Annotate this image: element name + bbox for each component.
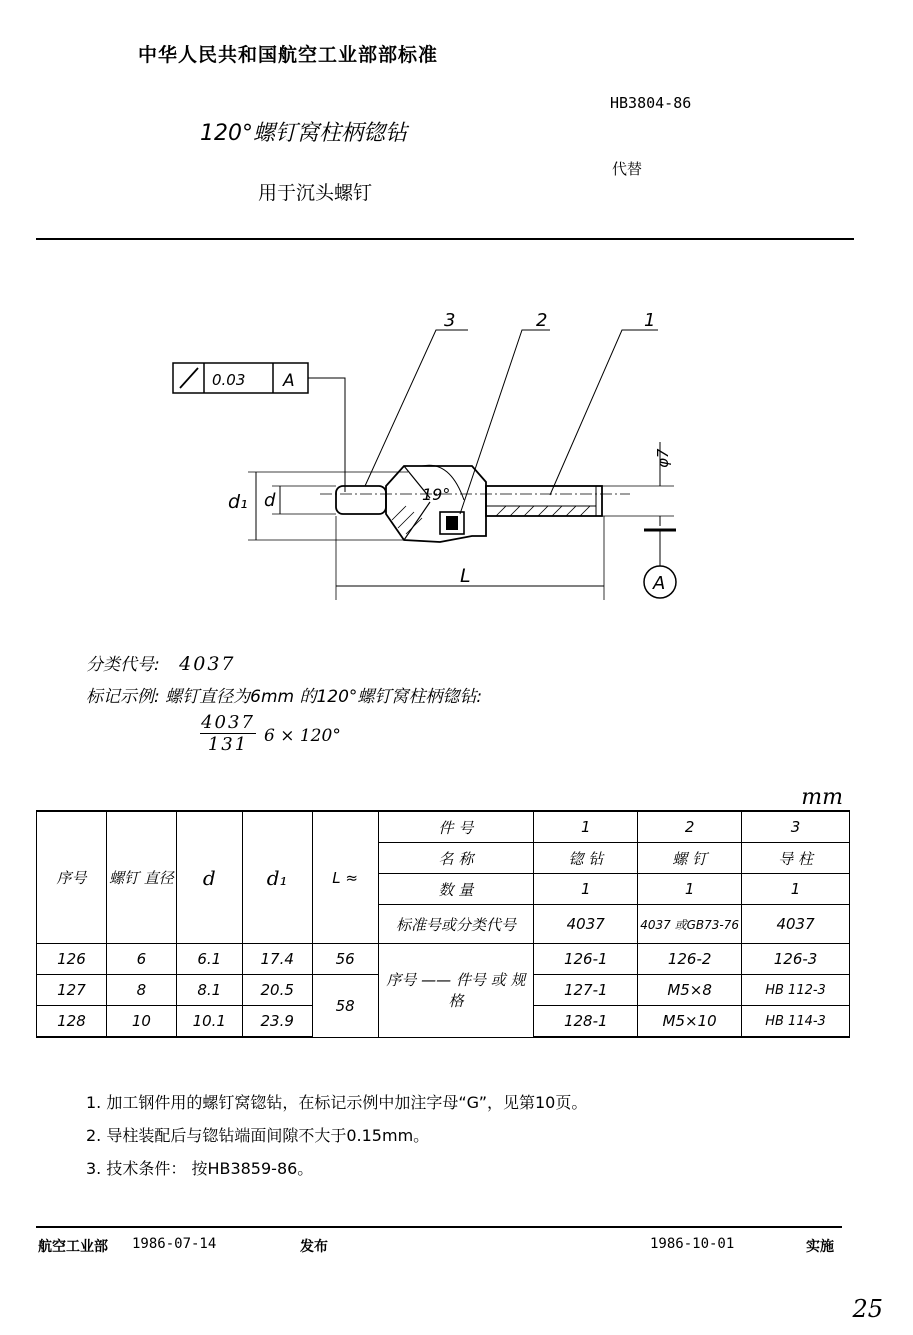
table-row [37, 944, 850, 975]
row-p2: M5×8 [638, 975, 742, 1006]
row-d: 8.1 [176, 975, 242, 1006]
row-d1: 23.9 [242, 1006, 312, 1038]
part-no-2: 2 [638, 811, 742, 843]
row-seq: 126 [37, 944, 107, 975]
callout-2: 2 [536, 310, 548, 331]
row-p2: M5×10 [638, 1006, 742, 1038]
marking-denominator: 131 [207, 734, 249, 755]
class-code-line [86, 650, 236, 675]
row-p3: HB 114-3 [742, 1006, 850, 1038]
angle-label: 19° [422, 485, 451, 504]
note-item: 2. 导柱装配后与锪钻端面间隙不大于0.15mm。 [86, 1126, 430, 1145]
marking-numerator: 4037 [201, 712, 255, 733]
row-L: 56 [312, 944, 378, 975]
header-part-no: 件 号 [378, 811, 534, 843]
header-std: 标准号或分类代号 [378, 905, 534, 944]
part-std-1: 4037 [534, 905, 638, 944]
notes-list [86, 1090, 587, 1189]
standard-number: HB3804-86 [610, 94, 692, 112]
header-divider [36, 238, 854, 240]
row-diam: 10 [106, 1006, 176, 1038]
row-p3: 126-3 [742, 944, 850, 975]
class-code-label: 分类代号: [86, 655, 160, 675]
tolerance-value: 0.03 [212, 371, 246, 389]
tolerance-datum-ref: A [283, 371, 295, 391]
footer-impl-date: 1986-10-01 [650, 1236, 735, 1252]
class-code-value: 4037 [179, 653, 236, 675]
shank-hatch [496, 506, 590, 516]
footer-divider [36, 1226, 842, 1228]
header-d1: d₁ [242, 811, 312, 944]
part-qty-3: 1 [742, 874, 850, 905]
header-seq: 序号 [37, 811, 107, 944]
document-title: 120°螺钉窝柱柄锪钻 [200, 121, 407, 146]
datum-label: A [653, 573, 666, 594]
row-p1: 128-1 [534, 1006, 638, 1038]
part-no-1: 1 [534, 811, 638, 843]
cutter-head-shape [386, 466, 486, 542]
footer-issuer: 航空工业部 [38, 1239, 108, 1255]
row-diam: 8 [106, 975, 176, 1006]
technical-drawing [160, 310, 700, 610]
row-d: 6.1 [176, 944, 242, 975]
dim-phi7: φ7 [654, 448, 672, 468]
header-screw-diam: 螺钉 直径 [106, 811, 176, 944]
guide-pin-shape [336, 486, 386, 514]
header-L: L ≈ [312, 811, 378, 944]
issuing-org-title: 中华人民共和国航空工业部部标准 [138, 44, 439, 66]
spec-table [36, 810, 850, 1038]
header-qty: 数 量 [378, 874, 534, 905]
parallelism-symbol-icon [180, 368, 198, 388]
marking-suffix: 6 × 120° [264, 726, 341, 746]
row-d1: 17.4 [242, 944, 312, 975]
row-diam: 6 [106, 944, 176, 975]
part-name-2: 螺 钉 [638, 843, 742, 874]
example-text: 螺钉直径为6mm 的120°螺钉窝柱柄锪钻: [165, 687, 483, 707]
row-p1: 126-1 [534, 944, 638, 975]
header-d: d [176, 811, 242, 944]
row-p1: 127-1 [534, 975, 638, 1006]
row-d1: 20.5 [242, 975, 312, 1006]
row-p2: 126-2 [638, 944, 742, 975]
part-name-3: 导 柱 [742, 843, 850, 874]
part-name-1: 锪 钻 [534, 843, 638, 874]
row-seq: 127 [37, 975, 107, 1006]
dim-d1: d₁ [228, 491, 248, 513]
page-number: 25 [852, 1295, 883, 1323]
marking-fraction [200, 712, 256, 755]
row-seq: 128 [37, 1006, 107, 1038]
footer-issue-date: 1986-07-14 [132, 1236, 217, 1252]
footer-impl-word: 实施 [806, 1239, 834, 1255]
header-seq-part: 序号 —— 件号 或 规 格 [378, 944, 534, 1038]
note-item: 3. 技术条件： 按HB3859-86。 [86, 1159, 314, 1178]
part-std-2: 4037 或GB73-76 [638, 905, 742, 944]
row-p3: HB 112-3 [742, 975, 850, 1006]
callout-3: 3 [444, 310, 456, 331]
document-subtitle: 用于沉头螺钉 [258, 182, 373, 204]
header-name: 名 称 [378, 843, 534, 874]
part-std-3: 4037 [742, 905, 850, 944]
part-no-3: 3 [742, 811, 850, 843]
supersede-label: 代替 [612, 160, 643, 178]
unit-label: mm [801, 785, 843, 810]
example-label: 标记示例: [86, 687, 160, 707]
tolerance-frame [173, 363, 345, 492]
part-qty-1: 1 [534, 874, 638, 905]
part-qty-2: 1 [638, 874, 742, 905]
example-line [86, 682, 482, 707]
row-L: 58 [312, 975, 378, 1038]
callout-1: 1 [644, 310, 656, 331]
dim-d: d [264, 490, 276, 511]
dim-L: L [460, 565, 471, 587]
footer-issue-word: 发布 [300, 1239, 328, 1255]
note-item: 1. 加工钢件用的螺钉窝锪钻，在标记示例中加注字母“G”，见第10页。 [86, 1093, 588, 1112]
set-screw-head-shape [446, 516, 458, 530]
row-d: 10.1 [176, 1006, 242, 1038]
